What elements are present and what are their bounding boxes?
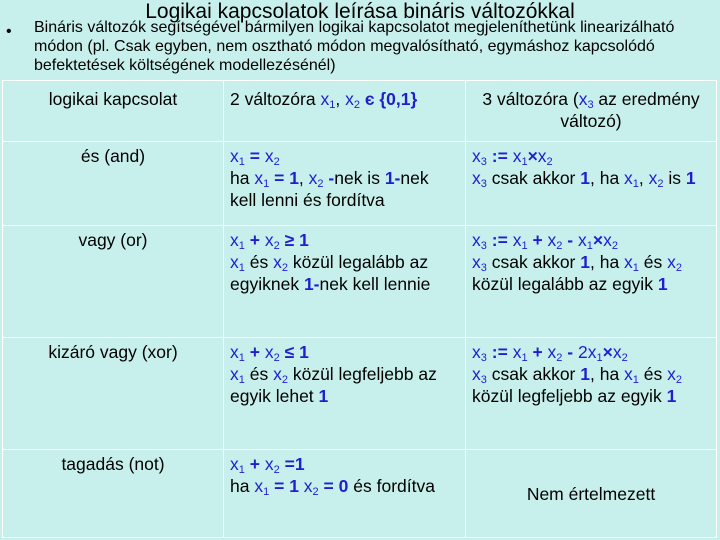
row-two-vars: $x_1 + x_2 \le 1$ $x_1$ és $x_2$ közül legfeljebb az egyik lehet 1 [224, 338, 466, 450]
table-row [3, 338, 717, 450]
header-three-vars: 3 változóra ($x_3$ az eredmény változó) [466, 81, 717, 142]
logic-table [2, 80, 717, 538]
header-two-vars: 2 változóra $x_1$, $x_2$ є {0,1} [224, 81, 466, 142]
header-logic-relation: logikai kapcsolat [3, 81, 224, 142]
row-name: és (and) [3, 142, 224, 226]
row-three-vars: $x_3$ := $x_1\times x_2$ $x_3$ csak akkor 1, ha $x_1$, $x_2$ is 1 [466, 142, 717, 226]
table-row [3, 226, 717, 338]
table-row [3, 450, 717, 538]
row-not-defined: Nem értelmezett [466, 450, 717, 538]
row-name: vagy (or) [3, 226, 224, 338]
row-two-vars: $x_1 + x_2 =1$ ha $x_1 = 1$ $x_2 = 0$ és fordítva [224, 450, 466, 538]
bullet-icon: • [6, 23, 12, 40]
row-three-vars: $x_3$ := $x_1 + x_2 - x_1\times x_2$ $x_3$ csak akkor 1, ha $x_1$ és $x_2$ közül legalább az egyik 1 [466, 226, 717, 338]
slide-title: Logikai kapcsolatok leírása bináris változókkal [145, 0, 575, 23]
row-name: kizáró vagy (xor) [3, 338, 224, 450]
table-row [3, 142, 717, 226]
row-two-vars: $x_1 + x_2 \ge 1$ $x_1$ és $x_2$ közül legalább az egyiknek 1-nek kell lennie [224, 226, 466, 338]
row-two-vars: $x_1 = x_2$ ha $x_1 = 1$, $x_2$ -nek is 1-nek kell lenni és fordítva [224, 142, 466, 226]
row-name: tagadás (not) [3, 450, 224, 538]
row-three-vars: $x_3$ := $x_1 + x_2 - 2x_1\times x_2$ $x_3$ csak akkor 1, ha $x_1$ és $x_2$ közül legfeljebb az egyik 1 [466, 338, 717, 450]
table-header-row [3, 81, 717, 142]
bullet-text: Bináris változók segítségével bármilyen logikai kapcsolatot megjeleníthetünk linearizálható módon (pl. Csak egyben, nem osztható módon megvalósítható, egymáshoz kapcsolódó befektetések költségének modellezésénél) [34, 19, 675, 74]
